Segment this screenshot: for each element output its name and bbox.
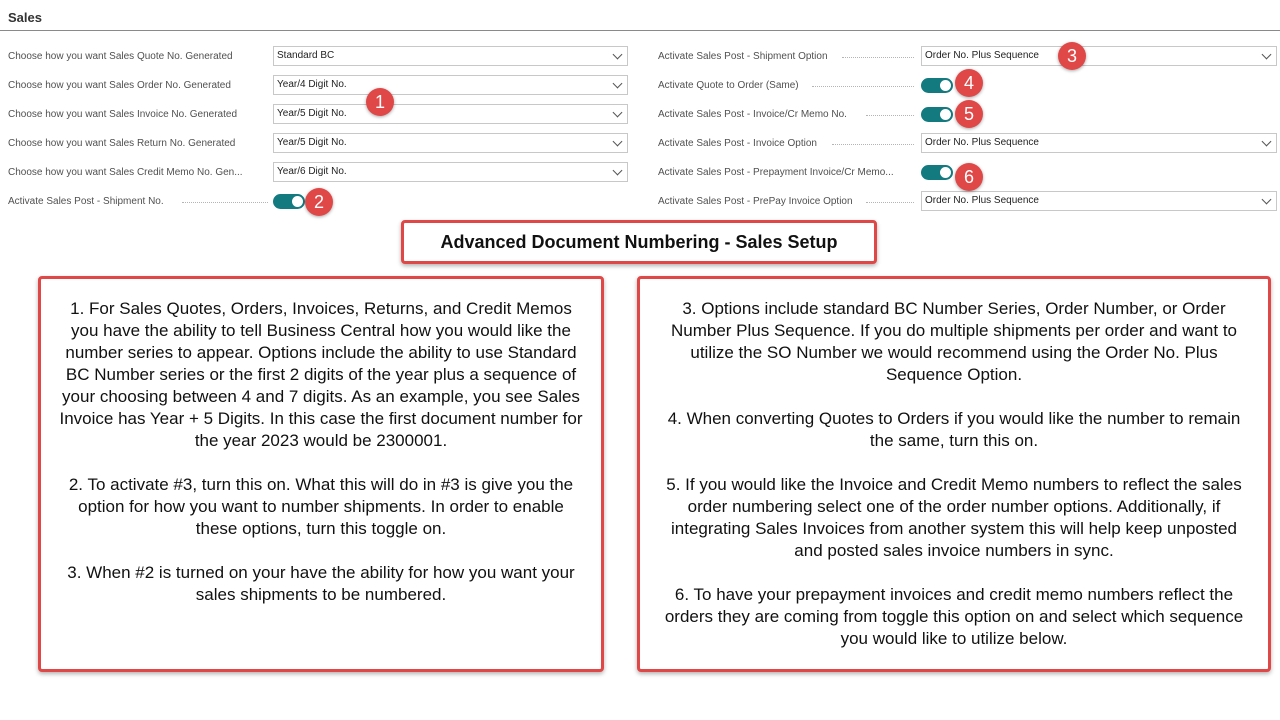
field-label: Activate Sales Post - Shipment No. (8, 196, 164, 207)
quote-to-order-same-toggle[interactable] (921, 78, 953, 93)
notes-right-box (637, 276, 1271, 672)
chevron-down-icon (613, 50, 623, 60)
callout-badge-3: 3 (1058, 42, 1086, 70)
sales-post-invoice-option-select[interactable] (921, 133, 1277, 153)
field-label: Choose how you want Sales Invoice No. Generated (8, 109, 238, 120)
field-sales-credit-memo-no (8, 162, 628, 184)
select-value: Year/4 Digit No. (277, 79, 347, 90)
dotted-leader (842, 57, 914, 58)
select-value: Year/5 Digit No. (277, 108, 347, 119)
callout-badge-4: 4 (955, 69, 983, 97)
field-label: Choose how you want Sales Order No. Generated (8, 80, 231, 91)
field-sales-order-no (8, 75, 628, 97)
field-label: Activate Sales Post - Invoice/Cr Memo No. (658, 109, 847, 120)
dotted-leader (812, 86, 914, 87)
note-1: 1. For Sales Quotes, Orders, Invoices, Returns, and Credit Memos you have the ability to tell Business Central how you would like the number series to appear. Options include the ability to use Standard BC Number series or the first 2 digits of the year plus a sequence of your choosing between 4 and 7 digits. As an example, you see Sales Invoice has Year + 5 Digits. In this case the first document number for the year 2023 would be 2300001. (59, 299, 583, 450)
chevron-down-icon (613, 137, 623, 147)
chevron-down-icon (1262, 195, 1272, 205)
sales-post-prepayment-toggle[interactable] (921, 165, 953, 180)
select-value: Year/5 Digit No. (277, 137, 347, 148)
dotted-leader (182, 202, 268, 203)
field-label: Activate Sales Post - PrePay Invoice Option (658, 196, 853, 207)
select-value: Order No. Plus Sequence (925, 137, 1039, 148)
field-label: Choose how you want Sales Quote No. Generated (8, 51, 233, 62)
select-value: Order No. Plus Sequence (925, 50, 1039, 61)
sales-order-no-select[interactable] (273, 75, 628, 95)
field-sales-post-shipment-option (658, 46, 1278, 68)
field-label: Activate Quote to Order (Same) (658, 80, 799, 91)
field-sales-return-no (8, 133, 628, 155)
select-value: Standard BC (277, 50, 335, 61)
sales-credit-memo-no-select[interactable] (273, 162, 628, 182)
annotation-title: Advanced Document Numbering - Sales Setup (401, 220, 877, 264)
chevron-down-icon (1262, 50, 1272, 60)
callout-badge-2: 2 (305, 188, 333, 216)
note-5: 5. If you would like the Invoice and Credit Memo numbers to reflect the sales order numbering select one of the order number options. Additionally, if integrating Sales Invoices from another system this will help keep unposted and posted sales invoice numbers in sync. (666, 475, 1242, 560)
sales-return-no-select[interactable] (273, 133, 628, 153)
field-sales-invoice-no (8, 104, 628, 126)
field-sales-post-prepay-invoice-option (658, 191, 1278, 213)
callout-badge-6: 6 (955, 163, 983, 191)
note-3-options: 3. Options include standard BC Number Series, Order Number, or Order Number Plus Sequence. If you do multiple shipments per order and want to utilize the SO Number we would recommend using the Order No. Plus Sequence Option. (670, 299, 1238, 384)
dotted-leader (832, 144, 914, 145)
chevron-down-icon (613, 108, 623, 118)
callout-badge-1: 1 (366, 88, 394, 116)
sales-post-invoice-cr-memo-no-toggle[interactable] (921, 107, 953, 122)
field-sales-quote-no (8, 46, 628, 68)
field-sales-post-invoice-option (658, 133, 1278, 155)
dotted-leader (866, 202, 914, 203)
select-value: Order No. Plus Sequence (925, 195, 1039, 206)
field-label: Activate Sales Post - Shipment Option (658, 51, 828, 62)
toggle-knob (940, 109, 951, 120)
field-label: Activate Sales Post - Prepayment Invoice/Cr Memo... (658, 167, 894, 178)
sales-quote-no-select[interactable] (273, 46, 628, 66)
chevron-down-icon (1262, 137, 1272, 147)
field-label: Choose how you want Sales Return No. Generated (8, 138, 236, 149)
notes-left-box (38, 276, 604, 672)
sales-post-prepay-invoice-option-select[interactable] (921, 191, 1277, 211)
chevron-down-icon (613, 166, 623, 176)
sales-invoice-no-select[interactable] (273, 104, 628, 124)
toggle-knob (940, 167, 951, 178)
field-label: Choose how you want Sales Credit Memo No. Gen... (8, 167, 243, 178)
field-label: Activate Sales Post - Invoice Option (658, 138, 817, 149)
toggle-knob (292, 196, 303, 207)
select-value: Year/6 Digit No. (277, 166, 347, 177)
sales-post-shipment-option-select[interactable] (921, 46, 1277, 66)
chevron-down-icon (613, 79, 623, 89)
note-6: 6. To have your prepayment invoices and credit memo numbers reflect the orders they are coming from toggle this option on and select which sequence you would like to utilize below. (664, 585, 1244, 648)
section-divider (0, 30, 1280, 31)
dotted-leader (866, 115, 914, 116)
callout-badge-5: 5 (955, 100, 983, 128)
section-title: Sales (8, 10, 42, 25)
sales-post-shipment-no-toggle[interactable] (273, 194, 305, 209)
note-2: 2. To activate #3, turn this on. What this will do in #3 is give you the option for how you want to number shipments. In order to enable these options, turn this toggle on. (68, 475, 574, 538)
note-3: 3. When #2 is turned on your have the ability for how you want your sales shipments to be numbered. (67, 563, 575, 604)
toggle-knob (940, 80, 951, 91)
note-4: 4. When converting Quotes to Orders if you would like the number to remain the same, turn this on. (667, 409, 1241, 450)
